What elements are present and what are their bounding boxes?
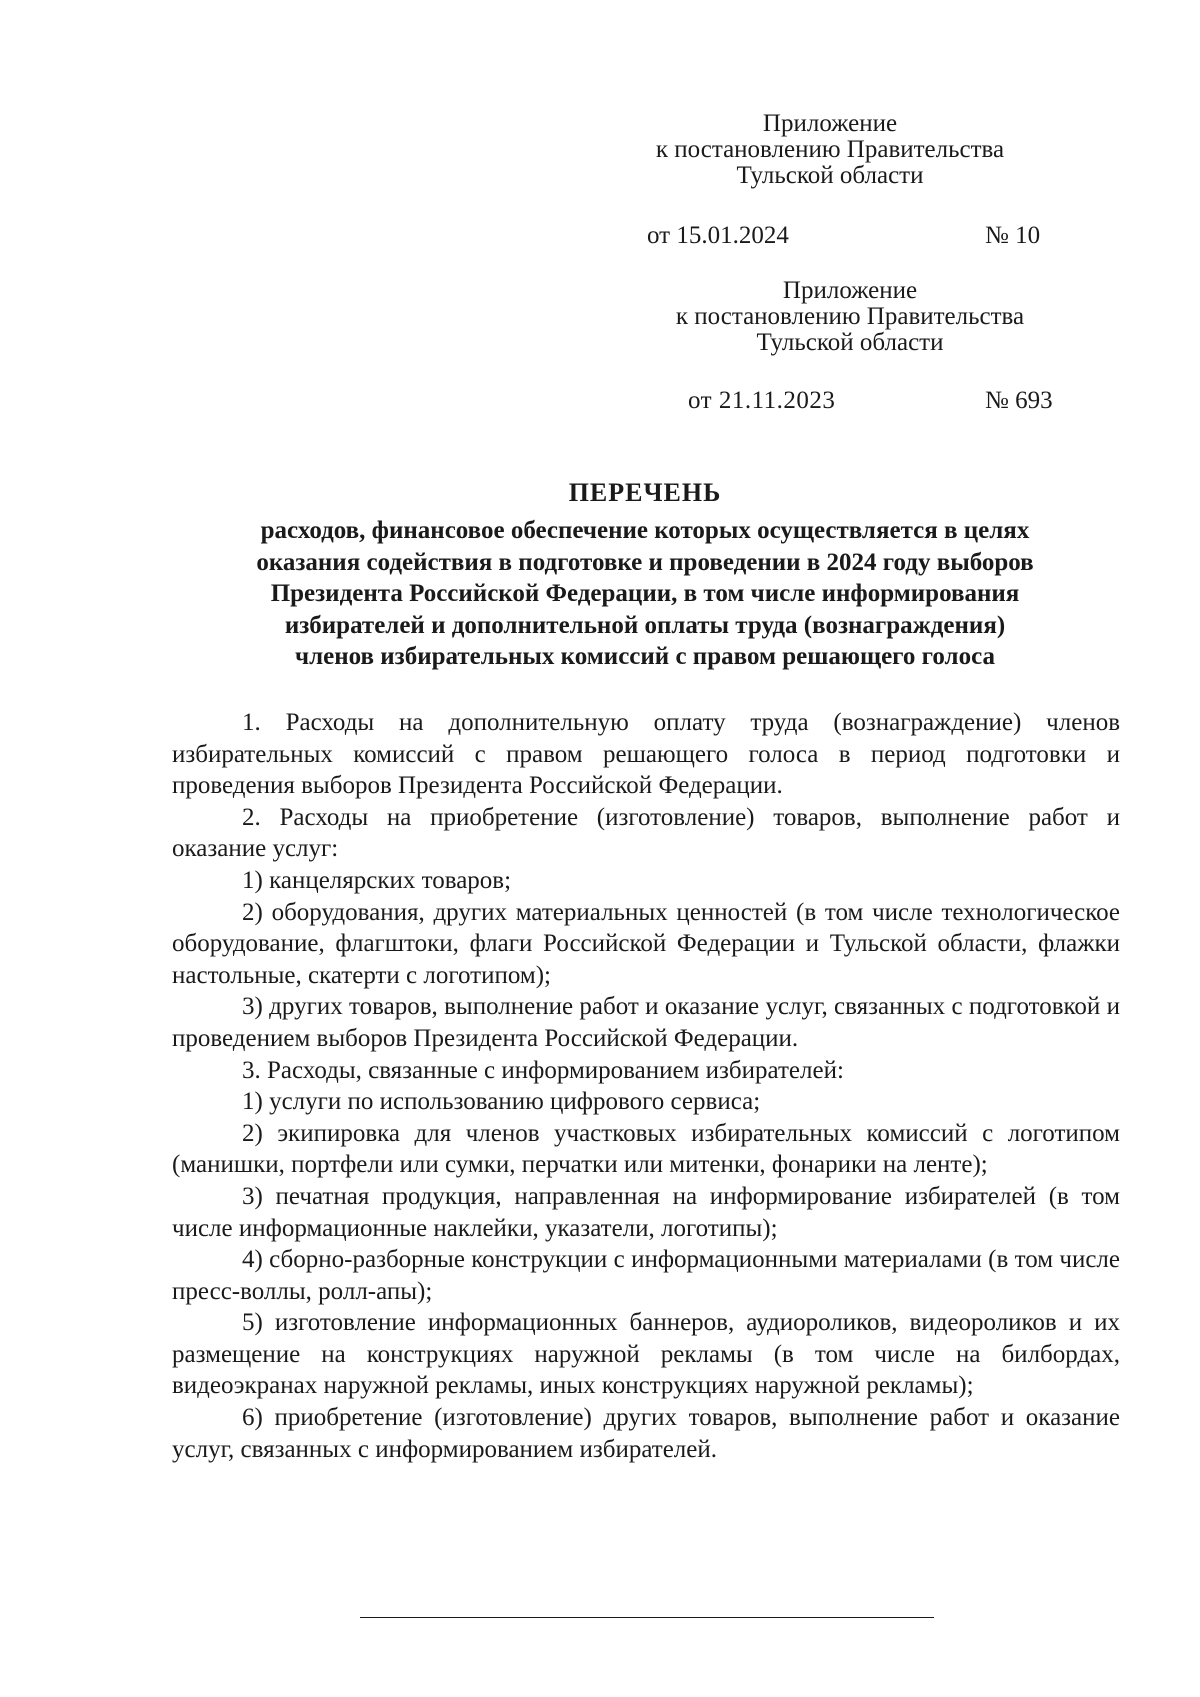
document-body — [172, 707, 1120, 1465]
section-3-paragraph: 3. Расходы, связанные с информированием избирателей: — [242, 1056, 844, 1084]
resolution-date-current: от 15.01.2024 — [647, 222, 789, 249]
section-3-item-2: 2) экипировка для членов участковых избирательных комиссий с логотипом (манишки, портфели или сумки, перчатки или митенки, фонарики на ленте); — [172, 1119, 1120, 1179]
section-2-paragraph: 2. Расходы на приобретение (изготовление) товаров, выполнение работ и оказание услуг: — [172, 803, 1120, 863]
appendix-header-current — [620, 111, 1040, 189]
section-3-item-1: 1) услуги по использованию цифрового сервиса; — [242, 1088, 761, 1116]
document-heading: ПЕРЕЧЕНЬ — [568, 478, 722, 507]
appendix-resolution-line: к постановлению Правительства — [675, 303, 1025, 330]
section-3-item-5: 5) изготовление информационных баннеров, аудиороликов, видеороликов и их размещение на конструкциях наружной рекламы (в том числе на билбордах, видеоэкранах наружной рекламы, иных конструкциях наружной рекламы); — [172, 1309, 1120, 1400]
document-title-block — [170, 477, 1120, 673]
appendix-resolution-line: к постановлению Правительства — [655, 136, 1005, 163]
appendix-region-line: Тульской области — [756, 329, 944, 356]
appendix-label: Приложение — [762, 110, 898, 137]
document-subtitle-line: членов избирательных комиссий с правом решающего голоса — [295, 643, 995, 670]
resolution-date-previous: от 21.11.2023 — [688, 387, 836, 414]
section-1-paragraph: 1. Расходы на дополнительную оплату труда (вознаграждение) членов избирательных комиссий с правом решающего голоса в период подготовки и проведения выборов Президента Российской Федерации. — [172, 709, 1120, 800]
section-3-item-6: 6) приобретение (изготовление) других товаров, выполнение работ и оказание услуг, связанных с информированием избирателей. — [172, 1404, 1120, 1463]
section-3-item-4: 4) сборно-разборные конструкции с информационными материалами (в том числе пресс-воллы, ролл-апы); — [172, 1246, 1120, 1305]
section-2-item-1: 1) канцелярских товаров; — [242, 866, 512, 894]
document-subtitle-line: оказания содействия в подготовке и проведении в 2024 году выборов — [256, 548, 1034, 576]
appendix-region-line: Тульской области — [736, 162, 924, 189]
document-subtitle-line: расходов, финансовое обеспечение которых осуществляется в целях — [260, 517, 1030, 544]
end-of-document-divider — [360, 1617, 934, 1618]
section-2-item-3: 3) других товаров, выполнение работ и оказание услуг, связанных с подготовкой и проведением выборов Президента Российской Федерации. — [172, 993, 1120, 1052]
appendix-header-previous — [640, 278, 1060, 356]
section-3-item-3: 3) печатная продукция, направленная на информирование избирателей (в том числе информационные наклейки, указатели, логотипы); — [172, 1182, 1120, 1242]
document-subtitle-line: Президента Российской Федерации, в том числе информирования — [270, 580, 1020, 607]
document-subtitle-line: избирателей и дополнительной оплаты труда (вознаграждения) — [284, 611, 1006, 639]
section-2-item-2: 2) оборудования, других материальных ценностей (в том числе технологическое оборудование, флагштоки, флаги Российской Федерации и Тульской области, флажки настольные, скатерти с логотипом); — [172, 898, 1120, 989]
resolution-number-previous: № 693 — [985, 387, 1053, 414]
appendix-label: Приложение — [782, 277, 918, 304]
resolution-number-current: № 10 — [985, 222, 1041, 249]
